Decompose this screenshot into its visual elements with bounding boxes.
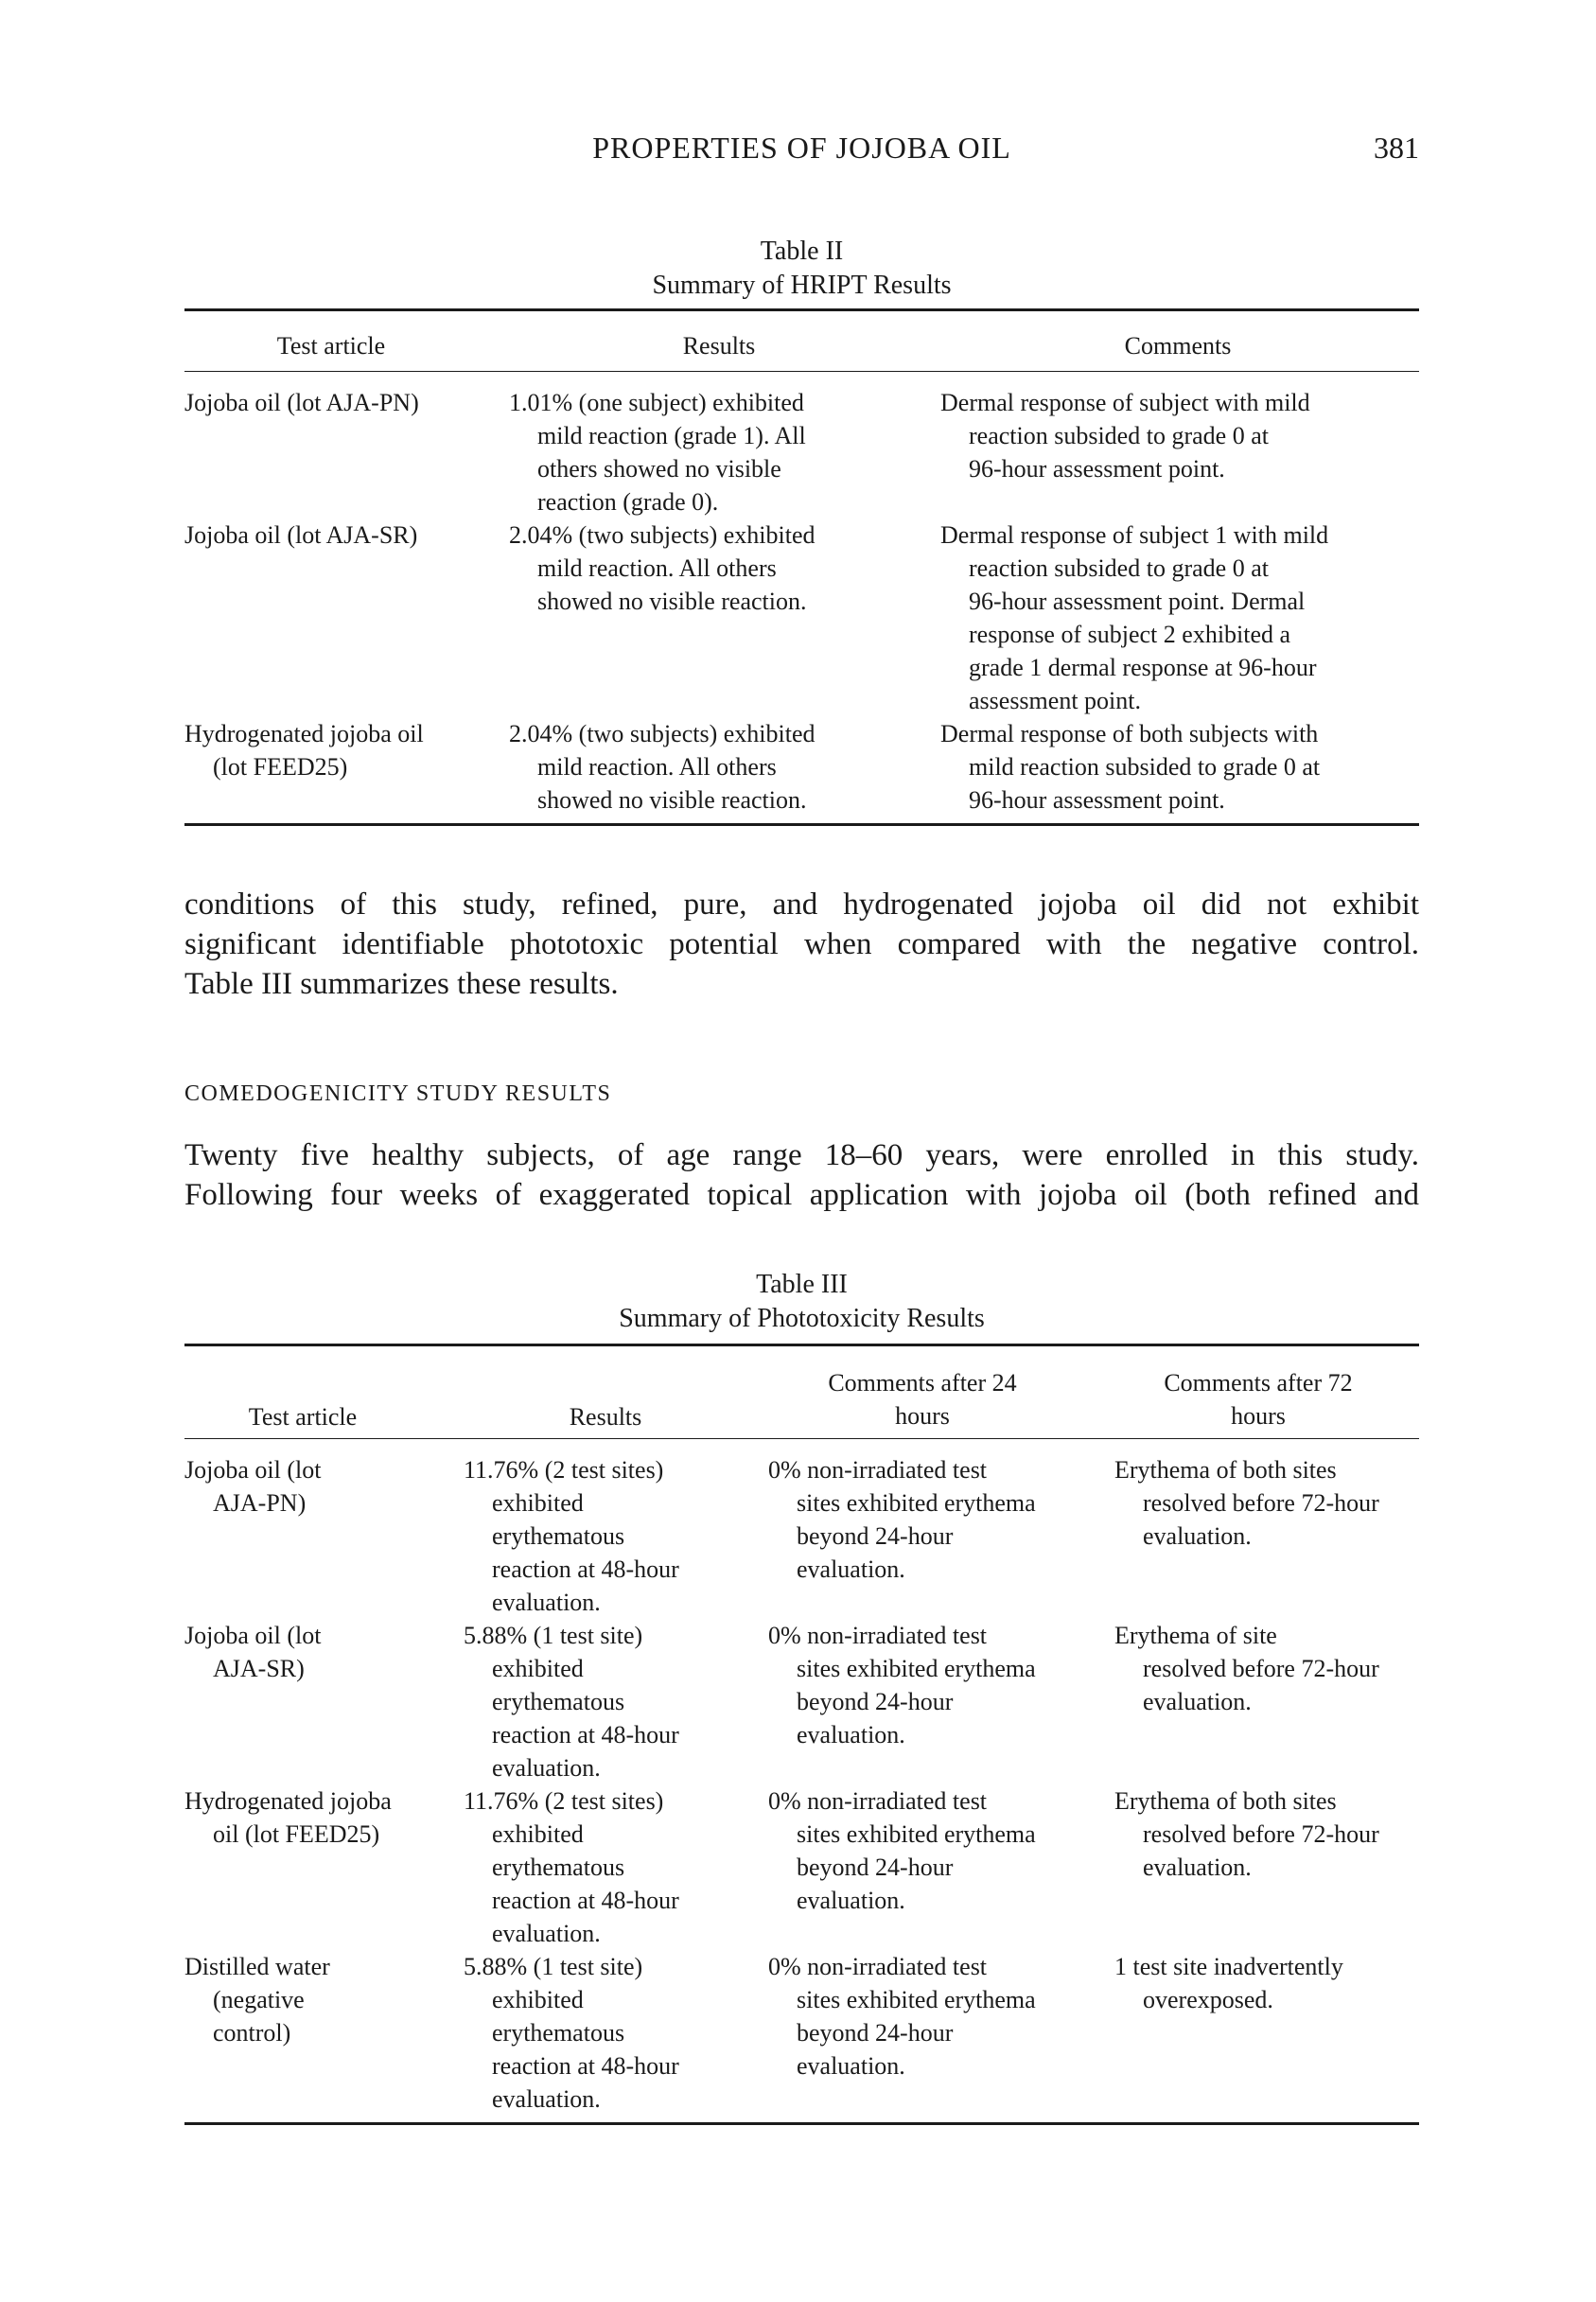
- table-3-row-1-article: Jojoba oil (lot AJA-PN): [184, 1456, 322, 1517]
- table-3-row-3-article: Hydrogenated jojoba oil (lot FEED25): [184, 1787, 392, 1848]
- table-3-row-3-results: 11.76% (2 test sites) exhibited erythematous reaction at 48-hour evaluation.: [464, 1787, 679, 1947]
- table-3-title: Table III: [756, 1270, 848, 1299]
- table-3-row-2-results: 5.88% (1 test site) exhibited erythematous reaction at 48-hour evaluation.: [464, 1622, 679, 1782]
- table-2-header-results: Results: [682, 332, 756, 360]
- table-2-row-1-results: 1.01% (one subject) exhibited mild reaction (grade 1). All others showed no visible reaction (grade 0).: [509, 389, 806, 516]
- paragraph-2-line-1: Twenty five healthy subjects, of age range 18–60 years, were enrolled in this study.: [184, 1138, 1419, 1172]
- paragraph-1-line-2: significant identifiable phototoxic potential when compared with the negative control.: [184, 927, 1419, 961]
- table-3-row-2-comments-72h: Erythema of site resolved before 72-hour evaluation.: [1114, 1622, 1379, 1715]
- table-2-subtitle: Summary of HRIPT Results: [652, 271, 952, 300]
- table-2-top-rule: [184, 308, 1419, 311]
- table-3-header-comments-24h: Comments after 24 hours: [828, 1369, 1017, 1430]
- page-number: 381: [1374, 131, 1419, 165]
- table-2-row-3-comments: Dermal response of both subjects with mild reaction subsided to grade 0 at 96-hour assessment point.: [940, 720, 1321, 814]
- table-3-row-4-comments-72h: 1 test site inadvertently overexposed.: [1114, 1953, 1343, 2013]
- table-3-row-3-comments-24h: 0% non-irradiated test sites exhibited erythema beyond 24-hour evaluation.: [768, 1787, 1036, 1914]
- table-3-header-comments-72h: Comments after 72 hours: [1164, 1369, 1353, 1430]
- table-2-row-2-results: 2.04% (two subjects) exhibited mild reaction. All others showed no visible reaction.: [509, 521, 816, 615]
- paragraph-1-line-3: Table III summarizes these results.: [184, 967, 619, 1001]
- table-3-header-test-article: Test article: [248, 1403, 358, 1431]
- table-2-row-2-article: Jojoba oil (lot AJA-SR): [184, 521, 418, 549]
- running-head: [184, 131, 1419, 168]
- paragraph-1-line-1: conditions of this study, refined, pure, and hydrogenated jojoba oil did not exhibit: [184, 887, 1419, 922]
- table-3-row-1-comments-24h: 0% non-irradiated test sites exhibited erythema beyond 24-hour evaluation.: [768, 1456, 1036, 1583]
- table-2-row-2-comments: Dermal response of subject 1 with mild reaction subsided to grade 0 at 96-hour assessment point. Dermal response of subject 2 exhibited a grade 1 dermal response at 96-hour assessment point.: [940, 521, 1329, 714]
- table-3-row-3-comments-72h: Erythema of both sites resolved before 72-hour evaluation.: [1114, 1787, 1379, 1881]
- table-3-top-rule: [184, 1344, 1419, 1346]
- table-2-row-3-results: 2.04% (two subjects) exhibited mild reaction. All others showed no visible reaction.: [509, 720, 816, 814]
- table-3-caption: [184, 1268, 1419, 1336]
- table-2-row-1-comments: Dermal response of subject with mild reaction subsided to grade 0 at 96-hour assessment point.: [940, 389, 1310, 483]
- paragraph-2-line-2: Following four weeks of exaggerated topical application with jojoba oil (both refined and: [184, 1178, 1419, 1212]
- table-3-row-4-results: 5.88% (1 test site) exhibited erythematous reaction at 48-hour evaluation.: [464, 1953, 679, 2113]
- table-2-row-3-article: Hydrogenated jojoba oil (lot FEED25): [184, 720, 424, 781]
- table-2-title: Table II: [760, 237, 844, 266]
- table-3-subtitle: Summary of Phototoxicity Results: [619, 1304, 985, 1333]
- table-3-row-1-comments-72h: Erythema of both sites resolved before 72-hour evaluation.: [1114, 1456, 1379, 1550]
- table-2-row-1-article: Jojoba oil (lot AJA-PN): [184, 389, 419, 416]
- table-3-header-rule: [184, 1438, 1419, 1439]
- running-title: PROPERTIES OF JOJOBA OIL: [592, 131, 1011, 165]
- table-2-header-rule: [184, 371, 1419, 372]
- table-2-caption: [184, 235, 1419, 303]
- table-2-bottom-rule: [184, 823, 1419, 826]
- table-3-row-4-article: Distilled water (negative control): [184, 1953, 330, 2047]
- table-3-row-2-comments-24h: 0% non-irradiated test sites exhibited erythema beyond 24-hour evaluation.: [768, 1622, 1036, 1748]
- table-3-row-2-article: Jojoba oil (lot AJA-SR): [184, 1622, 322, 1682]
- table-2-header-test-article: Test article: [276, 332, 386, 360]
- paragraph-comedogenicity-intro: [184, 1135, 1419, 1215]
- table-3-bottom-rule: [184, 2122, 1419, 2125]
- table-3-row-1-results: 11.76% (2 test sites) exhibited erythematous reaction at 48-hour evaluation.: [464, 1456, 679, 1616]
- table-3-row-4-comments-24h: 0% non-irradiated test sites exhibited erythema beyond 24-hour evaluation.: [768, 1953, 1036, 2080]
- paragraph-phototoxicity-conclusion: [184, 885, 1419, 1004]
- table-3-header-results: Results: [569, 1403, 642, 1431]
- section-heading-comedogenicity: COMEDOGENICITY STUDY RESULTS: [184, 1081, 612, 1106]
- table-2-header-comments: Comments: [1124, 332, 1232, 360]
